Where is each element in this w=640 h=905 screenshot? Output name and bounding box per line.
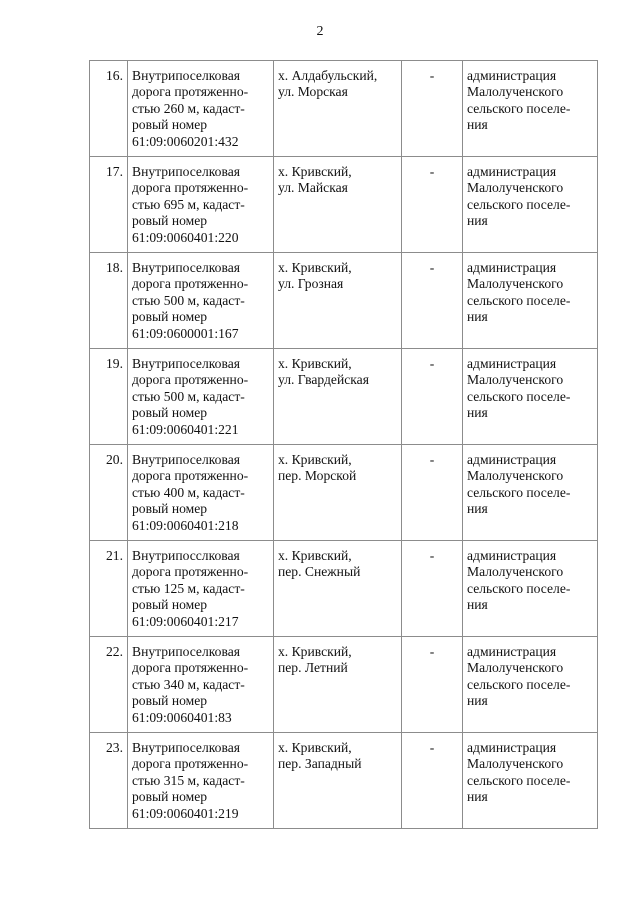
road-description-line: 61:09:0060401:217 — [132, 613, 239, 629]
road-owner-line: администрация — [467, 68, 557, 83]
road-description-line: стью 695 м, кадаст- — [132, 196, 245, 212]
row-number: 20. — [90, 445, 128, 541]
road-description-line: дорога протяженно- — [132, 468, 249, 484]
road-description-line: стью 500 м, кадаст- — [132, 292, 245, 308]
table-row — [90, 733, 598, 829]
road-owner-line: Малолученского — [467, 660, 564, 676]
road-description — [128, 253, 274, 349]
road-description-line: дорога протяженно- — [132, 564, 249, 580]
table-row — [90, 445, 598, 541]
road-description-line: стью 400 м, кадаст- — [132, 484, 245, 500]
road-description-line: дорога протяженно- — [132, 372, 249, 388]
road-owner-line: сельского поселе- — [467, 292, 571, 308]
table-row — [90, 541, 598, 637]
row-number: 19. — [90, 349, 128, 445]
road-owner-line: администрация — [467, 740, 557, 755]
road-description-line: Внутрипоселковая — [132, 452, 240, 467]
row-number: 17. — [90, 157, 128, 253]
road-description-line: стью 315 м, кадаст- — [132, 772, 245, 788]
road-description-line: Внутрипоселковая — [132, 356, 240, 371]
road-description-line: ровый номер — [132, 501, 208, 517]
page-number: 2 — [316, 24, 324, 39]
road-address-line: х. Кривский, — [278, 548, 352, 563]
road-owner — [463, 637, 598, 733]
road-description-line: 61:09:0600001:167 — [132, 325, 239, 341]
road-description-line: 61:09:0060401:218 — [132, 517, 239, 533]
road-owner-line: ния — [467, 117, 488, 133]
road-address — [274, 637, 402, 733]
row-number: 21. — [90, 541, 128, 637]
road-address — [274, 253, 402, 349]
empty-value-dash: - — [402, 637, 463, 733]
road-description-line: Внутрипоселковая — [132, 164, 240, 179]
road-address — [274, 541, 402, 637]
road-description-line: Внутрипосслковая — [132, 548, 240, 563]
empty-value-dash: - — [402, 253, 463, 349]
road-description-line: 61:09:0060401:219 — [132, 805, 239, 821]
road-owner-line: администрация — [467, 356, 557, 371]
road-address-line: х. Кривский, — [278, 644, 352, 659]
road-owner-line: сельского поселе- — [467, 100, 571, 116]
road-address — [274, 733, 402, 829]
road-owner-line: Малолученского — [467, 468, 564, 484]
road-address-line: х. Алдабульский, — [278, 68, 378, 83]
road-address-line: х. Кривский, — [278, 356, 352, 371]
table-row — [90, 349, 598, 445]
road-description-line: Внутрипоселковая — [132, 68, 240, 83]
empty-value-dash: - — [402, 541, 463, 637]
road-description-line: ровый номер — [132, 117, 208, 133]
road-address-line: х. Кривский, — [278, 452, 352, 467]
road-description — [128, 541, 274, 637]
road-description-line: ровый номер — [132, 213, 208, 229]
road-owner-line: администрация — [467, 548, 557, 563]
road-owner-line: ния — [467, 213, 488, 229]
road-address — [274, 349, 402, 445]
road-owner-line: ния — [467, 309, 488, 325]
road-description-line: дорога протяженно- — [132, 660, 249, 676]
road-owner-line: сельского поселе- — [467, 388, 571, 404]
road-address-line: пер. Снежный — [278, 564, 361, 580]
road-owner-line: ния — [467, 597, 488, 613]
road-owner-line: ния — [467, 501, 488, 517]
empty-value-dash: - — [402, 157, 463, 253]
table-row — [90, 61, 598, 157]
road-address-line: пер. Морской — [278, 468, 357, 484]
table-row — [90, 637, 598, 733]
road-owner-line: сельского поселе- — [467, 676, 571, 692]
road-description-line: Внутрипоселковая — [132, 740, 240, 755]
road-address-line: ул. Грозная — [278, 276, 344, 292]
road-description — [128, 349, 274, 445]
road-owner-line: Малолученского — [467, 564, 564, 580]
road-owner-line: администрация — [467, 644, 557, 659]
road-description-line: 61:09:0060401:83 — [132, 709, 232, 725]
road-description-line: ровый номер — [132, 309, 208, 325]
road-owner-line: сельского поселе- — [467, 580, 571, 596]
road-owner — [463, 541, 598, 637]
road-address-line: пер. Летний — [278, 660, 348, 676]
road-owner-line: Малолученского — [467, 84, 564, 100]
road-owner-line: Малолученского — [467, 180, 564, 196]
road-description — [128, 157, 274, 253]
road-description-line: стью 260 м, кадаст- — [132, 100, 245, 116]
empty-value-dash: - — [402, 349, 463, 445]
road-owner-line: Малолученского — [467, 756, 564, 772]
road-description-line: 61:09:0060201:432 — [132, 133, 239, 149]
road-owner-line: Малолученского — [467, 276, 564, 292]
road-address — [274, 445, 402, 541]
road-description-line: дорога протяженно- — [132, 756, 249, 772]
road-description — [128, 61, 274, 157]
road-owner — [463, 349, 598, 445]
road-owner — [463, 61, 598, 157]
road-registry-table — [89, 60, 598, 829]
road-owner-line: сельского поселе- — [467, 484, 571, 500]
road-address-line: х. Кривский, — [278, 260, 352, 275]
road-description-line: ровый номер — [132, 693, 208, 709]
road-address-line: ул. Майская — [278, 180, 348, 196]
road-address-line: пер. Западный — [278, 756, 362, 772]
road-address-line: х. Кривский, — [278, 164, 352, 179]
road-description-line: ровый номер — [132, 405, 208, 421]
registry-table-body — [90, 61, 598, 829]
road-description-line: ровый номер — [132, 597, 208, 613]
road-owner-line: ния — [467, 789, 488, 805]
road-owner-line: администрация — [467, 260, 557, 275]
road-owner-line: ния — [467, 405, 488, 421]
road-owner-line: ния — [467, 693, 488, 709]
road-owner-line: администрация — [467, 164, 557, 179]
road-description-line: Внутрипоселковая — [132, 260, 240, 275]
empty-value-dash: - — [402, 445, 463, 541]
road-description-line: стью 125 м, кадаст- — [132, 580, 245, 596]
road-description-line: дорога протяженно- — [132, 84, 249, 100]
road-description-line: ровый номер — [132, 789, 208, 805]
road-address-line: ул. Морская — [278, 84, 348, 100]
road-address-line: х. Кривский, — [278, 740, 352, 755]
table-row — [90, 253, 598, 349]
row-number: 22. — [90, 637, 128, 733]
road-address — [274, 61, 402, 157]
row-number: 18. — [90, 253, 128, 349]
road-description — [128, 637, 274, 733]
road-address — [274, 157, 402, 253]
road-owner-line: сельского поселе- — [467, 772, 571, 788]
road-description — [128, 445, 274, 541]
row-number: 16. — [90, 61, 128, 157]
road-description-line: 61:09:0060401:221 — [132, 421, 239, 437]
road-owner-line: сельского поселе- — [467, 196, 571, 212]
row-number: 23. — [90, 733, 128, 829]
road-description-line: стью 500 м, кадаст- — [132, 388, 245, 404]
road-owner — [463, 445, 598, 541]
road-owner-line: Малолученского — [467, 372, 564, 388]
road-description-line: 61:09:0060401:220 — [132, 229, 239, 245]
road-owner — [463, 157, 598, 253]
road-description-line: Внутрипоселковая — [132, 644, 240, 659]
road-description-line: дорога протяженно- — [132, 276, 249, 292]
road-description-line: стью 340 м, кадаст- — [132, 676, 245, 692]
road-owner — [463, 733, 598, 829]
road-description-line: дорога протяженно- — [132, 180, 249, 196]
road-address-line: ул. Гвардейская — [278, 372, 369, 388]
empty-value-dash: - — [402, 733, 463, 829]
table-row — [90, 157, 598, 253]
road-owner-line: администрация — [467, 452, 557, 467]
road-owner — [463, 253, 598, 349]
road-description — [128, 733, 274, 829]
empty-value-dash: - — [402, 61, 463, 157]
